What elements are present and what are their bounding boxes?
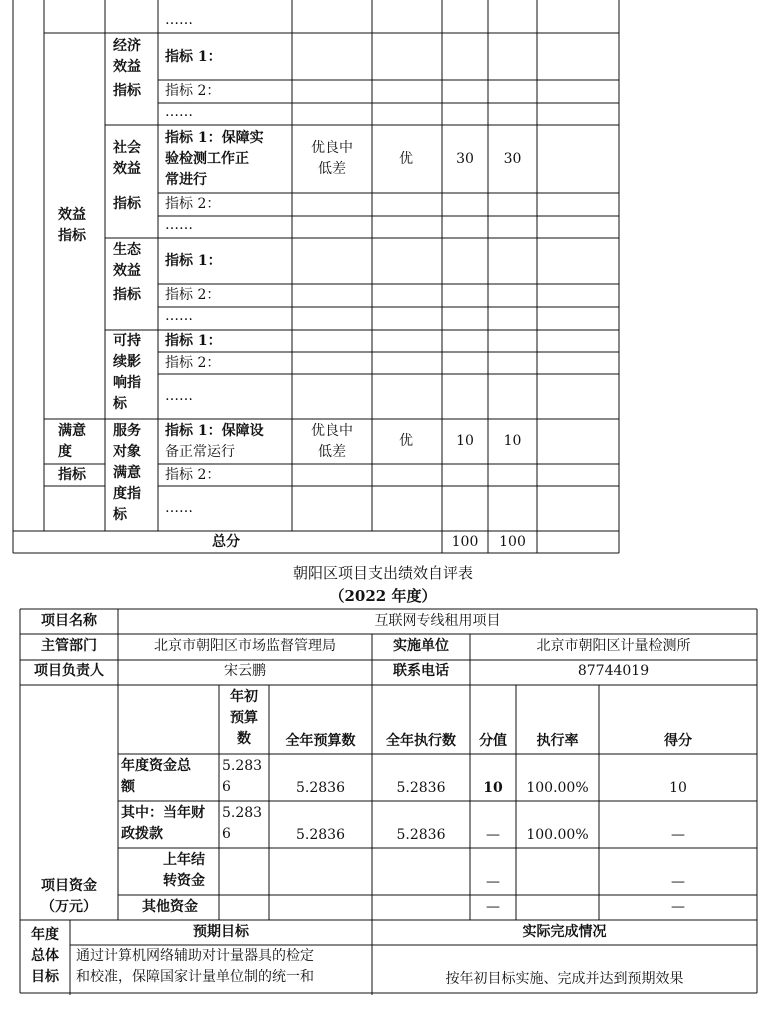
service-target-satisfaction-label: 服务 对象 满意 度指 标	[113, 423, 141, 523]
form-year: （2022 年度）	[329, 587, 437, 605]
economic-indicator-2: 指标 2：	[165, 83, 221, 99]
ecological-indicator-1: 指标 1：	[165, 253, 222, 269]
total-funds-rate: 100.00%	[526, 780, 589, 796]
ellipsis-cell: ……	[165, 12, 193, 28]
satisfaction-indicator-1: 指标 1：保障设 备正常运行	[165, 423, 264, 460]
ellipsis-cell: ……	[165, 217, 193, 233]
economic-benefit-label: 经济 效益	[113, 38, 141, 75]
unit-label: 实施单位	[393, 638, 449, 654]
total-funds-score-value: 10	[483, 780, 503, 796]
form-title: 朝阳区项目支出绩效自评表	[292, 564, 473, 582]
social-score: 30	[503, 151, 522, 167]
satisfaction-actual-value: 优	[399, 433, 413, 449]
benefit-indicator-label: 效益 指标	[58, 207, 86, 244]
satisfaction-indicator-2: 指标 2：	[165, 467, 221, 483]
social-benefit-label: 社会 效益	[113, 140, 141, 177]
expected-goal-header: 预期目标	[193, 924, 249, 940]
annual-goal-label: 年度 总体 目标	[31, 927, 59, 985]
total-funds-initial: 5.283 6	[222, 758, 263, 795]
satisfaction-score: 10	[503, 433, 522, 449]
actual-completion-header: 实际完成情况	[522, 924, 607, 940]
total-funds-exec: 5.2836	[396, 780, 446, 796]
other-score-value: —	[486, 899, 500, 915]
exec-rate-header: 执行率	[536, 733, 579, 749]
ecological-benefit-label: 生态 效益	[113, 242, 141, 279]
satisfaction-score-value: 10	[456, 433, 474, 449]
fiscal-funds-exec: 5.2836	[396, 827, 446, 843]
annual-budget-header: 全年预算数	[285, 733, 356, 749]
sustainable-indicator-2: 指标 2：	[165, 355, 221, 371]
social-indicator-suffix: 指标	[113, 196, 141, 212]
fiscal-funds-score: —	[671, 827, 685, 843]
ecological-indicator-suffix: 指标	[113, 287, 141, 303]
fiscal-funds-budget: 5.2836	[296, 827, 345, 843]
sustainable-indicator-1: 指标 1：	[165, 333, 222, 349]
total-funds-score: 10	[669, 780, 687, 796]
social-score-value: 30	[456, 151, 474, 167]
satisfaction-label: 满意 度	[58, 423, 86, 460]
economic-indicator-suffix: 指标	[113, 83, 141, 99]
economic-indicator-1: 指标 1：	[165, 49, 222, 65]
fiscal-funds-initial: 5.283 6	[222, 805, 263, 842]
social-indicator-1: 指标 1：保障实 验检测工作正 常进行	[165, 130, 264, 188]
ellipsis-cell: ……	[165, 308, 193, 324]
fiscal-funds-score-value: —	[486, 827, 500, 843]
project-name-label: 项目名称	[41, 613, 97, 629]
ellipsis-cell: ……	[165, 388, 193, 404]
social-target-value: 优良中 低差	[311, 140, 353, 177]
social-indicator-2: 指标 2：	[165, 196, 221, 212]
fiscal-funds-label: 其中：当年财 政拨款	[121, 805, 205, 842]
carryover-score: —	[671, 874, 685, 890]
dept-value: 北京市朝阳区市场监督管理局	[154, 638, 336, 654]
total-score-label: 总分	[212, 534, 240, 550]
satisfaction-indicator-suffix: 指标	[58, 467, 86, 483]
total-score: 100	[499, 534, 526, 550]
dept-label: 主管部门	[41, 638, 97, 654]
other-funds-label: 其他资金	[142, 899, 198, 915]
satisfaction-target-value: 优良中 低差	[311, 423, 353, 460]
leader-label: 项目负责人	[34, 663, 104, 679]
initial-budget-header: 年初 预算 数	[230, 689, 258, 747]
ecological-indicator-2: 指标 2：	[165, 287, 221, 303]
social-actual-value: 优	[399, 151, 413, 167]
fiscal-funds-rate: 100.00%	[526, 827, 589, 843]
score-value-header: 分值	[479, 733, 507, 749]
total-score-value: 100	[451, 534, 479, 550]
other-score: —	[671, 899, 685, 915]
phone-label: 联系电话	[393, 663, 449, 679]
expected-goal-text: 通过计算机网络辅助对计量器具的检定 和校准，保障国家计量单位制的统一和	[76, 948, 314, 985]
annual-exec-header: 全年执行数	[386, 733, 456, 749]
carryover-funds-label: 上年结 转资金	[163, 852, 205, 889]
ellipsis-cell: ……	[165, 104, 193, 120]
unit-value: 北京市朝阳区计量检测所	[536, 638, 691, 654]
total-funds-label: 年度资金总 额	[121, 758, 191, 795]
ellipsis-cell: ……	[165, 500, 193, 516]
leader-value: 宋云鹏	[224, 663, 266, 679]
project-funds-label: 项目资金 （万元）	[41, 878, 97, 915]
project-name-value: 互联网专线租用项目	[374, 613, 501, 629]
total-funds-budget: 5.2836	[296, 780, 345, 796]
score-header: 得分	[664, 733, 692, 749]
actual-completion-text: 按年初目标实施、完成并达到预期效果	[445, 971, 684, 987]
carryover-score-value: —	[486, 874, 500, 890]
phone-value: 87744019	[577, 663, 650, 679]
sustainable-impact-label: 可持 续影 响指 标	[113, 333, 141, 412]
